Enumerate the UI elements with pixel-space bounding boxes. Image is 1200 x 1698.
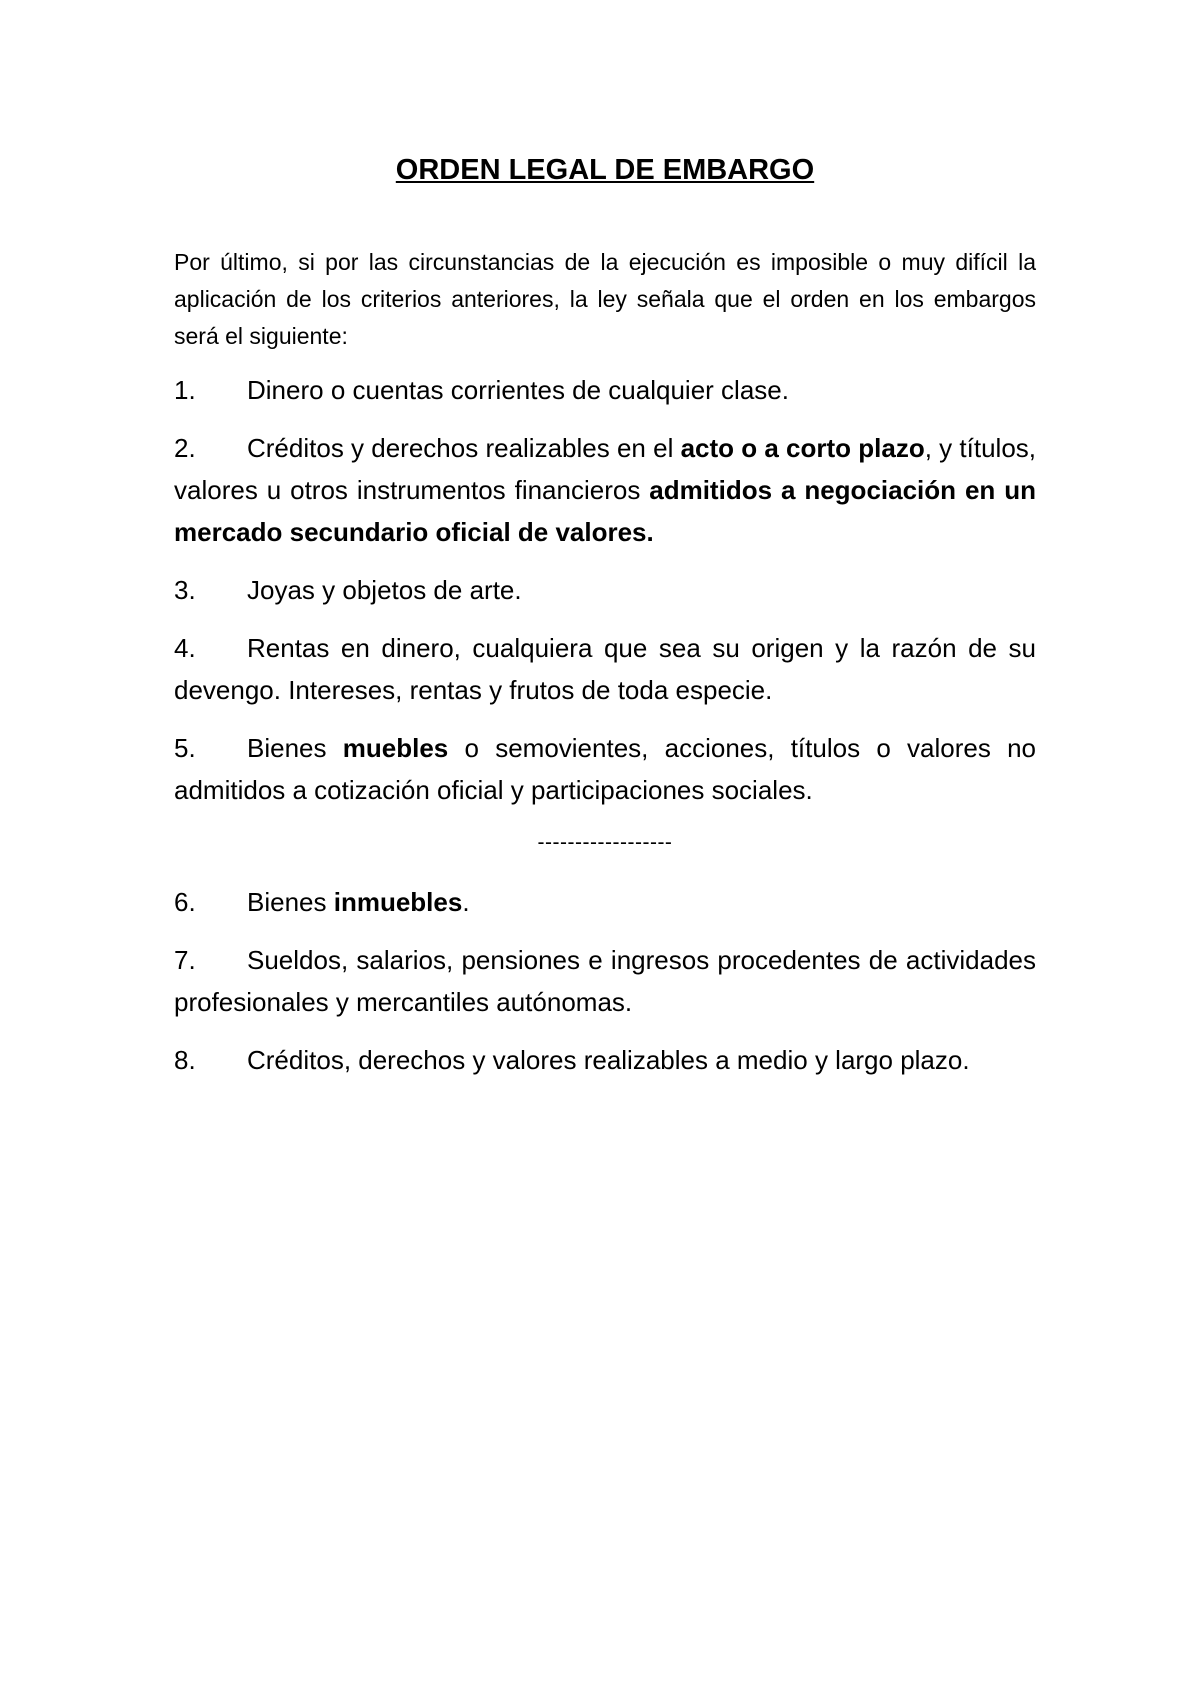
list-item-text-bold: inmuebles — [333, 887, 463, 917]
list-item-text: Bienes — [247, 733, 343, 763]
list-item-text: , y títulos, valores u otros instrumentos financieros — [174, 433, 1036, 505]
list-item-text: Rentas en dinero, cualquiera que sea su origen y la razón de su devengo. Intereses, rentas y frutos de toda especie. — [174, 633, 1036, 705]
intro-paragraph: Por último, si por las circunstancias de la ejecución es imposible o muy difícil la aplicación de los criterios anteriores, la ley señala que el orden en los embargos será el siguiente: — [174, 249, 1036, 349]
embargo-order-list-continued — [174, 881, 1036, 1081]
list-item-text: Créditos y derechos realizables en el — [247, 433, 681, 463]
list-item — [174, 427, 1036, 553]
list-item-number: 3. — [174, 575, 196, 605]
list-item-number: 8. — [174, 1045, 196, 1075]
embargo-order-list — [174, 369, 1036, 811]
list-item-number: 5. — [174, 733, 196, 763]
list-item-text: Bienes — [247, 887, 334, 917]
list-item-number: 4. — [174, 633, 196, 663]
list-item-number: 6. — [174, 887, 196, 917]
section-separator: ------------------ — [537, 831, 673, 854]
list-item — [174, 1039, 1036, 1081]
list-item-text: Joyas y objetos de arte. — [247, 575, 522, 605]
list-item — [174, 369, 1036, 411]
list-item-text: Sueldos, salarios, pensiones e ingresos procedentes de actividades profesionales y mercantiles autónomas. — [174, 945, 1036, 1017]
list-item — [174, 881, 1036, 923]
list-item-text: o semovientes, acciones, títulos o valores no admitidos a cotización oficial y participaciones sociales. — [174, 733, 1036, 805]
list-item-text: Créditos, derechos y valores realizables a medio y largo plazo. — [247, 1045, 970, 1075]
list-item-number: 7. — [174, 945, 196, 975]
list-item — [174, 727, 1036, 811]
list-item-number: 1. — [174, 375, 196, 405]
list-item — [174, 569, 1036, 611]
list-item-text: Dinero o cuentas corrientes de cualquier clase. — [247, 375, 789, 405]
list-item-number: 2. — [174, 433, 196, 463]
list-item — [174, 627, 1036, 711]
document-page — [174, 150, 1036, 1097]
list-item-text-bold: admitidos a negociación en un mercado secundario oficial de valores. — [174, 475, 1036, 547]
list-item — [174, 939, 1036, 1023]
list-item-text-bold: acto o a corto plazo — [680, 433, 925, 463]
list-item-text-bold: muebles — [342, 733, 449, 763]
list-item-text: . — [462, 887, 470, 917]
document-title: ORDEN LEGAL DE EMBARGO — [395, 154, 815, 186]
